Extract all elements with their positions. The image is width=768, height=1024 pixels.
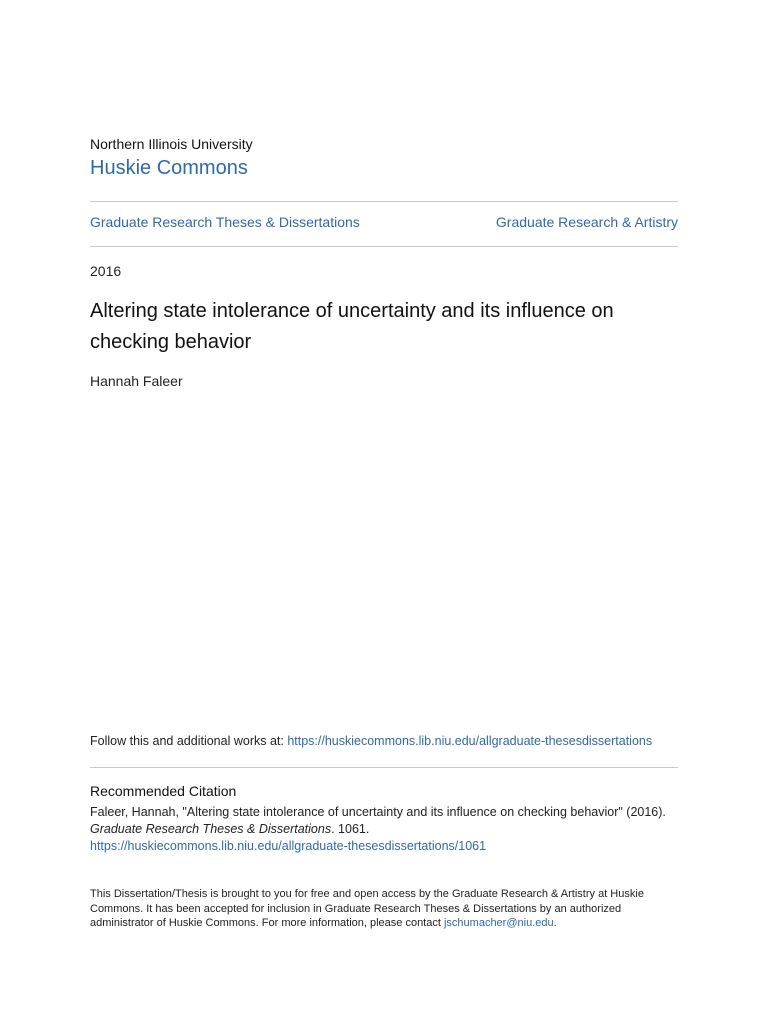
notice-text: This Dissertation/Thesis is brought to you for free and open access by the Graduate Research & Artistry at Huskie Commons. It has been accepted for inclusion in Graduate Research Theses & Dissertations by an authorized administrator of Huskie Commons. For more information, please contact [90, 888, 644, 929]
document-title: Altering state intolerance of uncertainty and its influence on checking behavior [90, 300, 614, 353]
divider-top [90, 201, 678, 202]
citation-text: Faleer, Hannah, "Altering state intolerance of uncertainty and its influence on checking behavior" (2016). [90, 805, 666, 819]
collection-link[interactable]: Graduate Research Theses & Dissertations [90, 214, 360, 230]
repository-link[interactable]: Huskie Commons [90, 157, 248, 179]
institution-name: Northern Illinois University [90, 136, 253, 152]
parent-collection-link[interactable]: Graduate Research & Artistry [495, 214, 678, 230]
publication-year: 2016 [90, 263, 122, 279]
follow-link[interactable]: https://huskiecommons.lib.niu.edu/allgraduate-thesesdissertations [287, 734, 653, 748]
citation-series: Graduate Research Theses & Dissertations [90, 822, 332, 836]
citation-link[interactable]: https://huskiecommons.lib.niu.edu/allgraduate-thesesdissertations/1061 [90, 839, 487, 853]
divider-nav [90, 246, 678, 247]
access-notice [90, 887, 678, 931]
citation-heading: Recommended Citation [90, 783, 237, 799]
citation-block [90, 804, 678, 855]
citation-number: . 1061. [331, 822, 370, 836]
notice-suffix: . [553, 917, 557, 929]
cover-page [90, 0, 678, 1024]
follow-prefix: Follow this and additional works at: [90, 734, 288, 748]
author-name: Hannah Faleer [90, 373, 183, 389]
divider-citation [90, 767, 678, 768]
follow-line [90, 734, 652, 748]
contact-email-link[interactable]: jschumacher@niu.edu [443, 917, 554, 929]
